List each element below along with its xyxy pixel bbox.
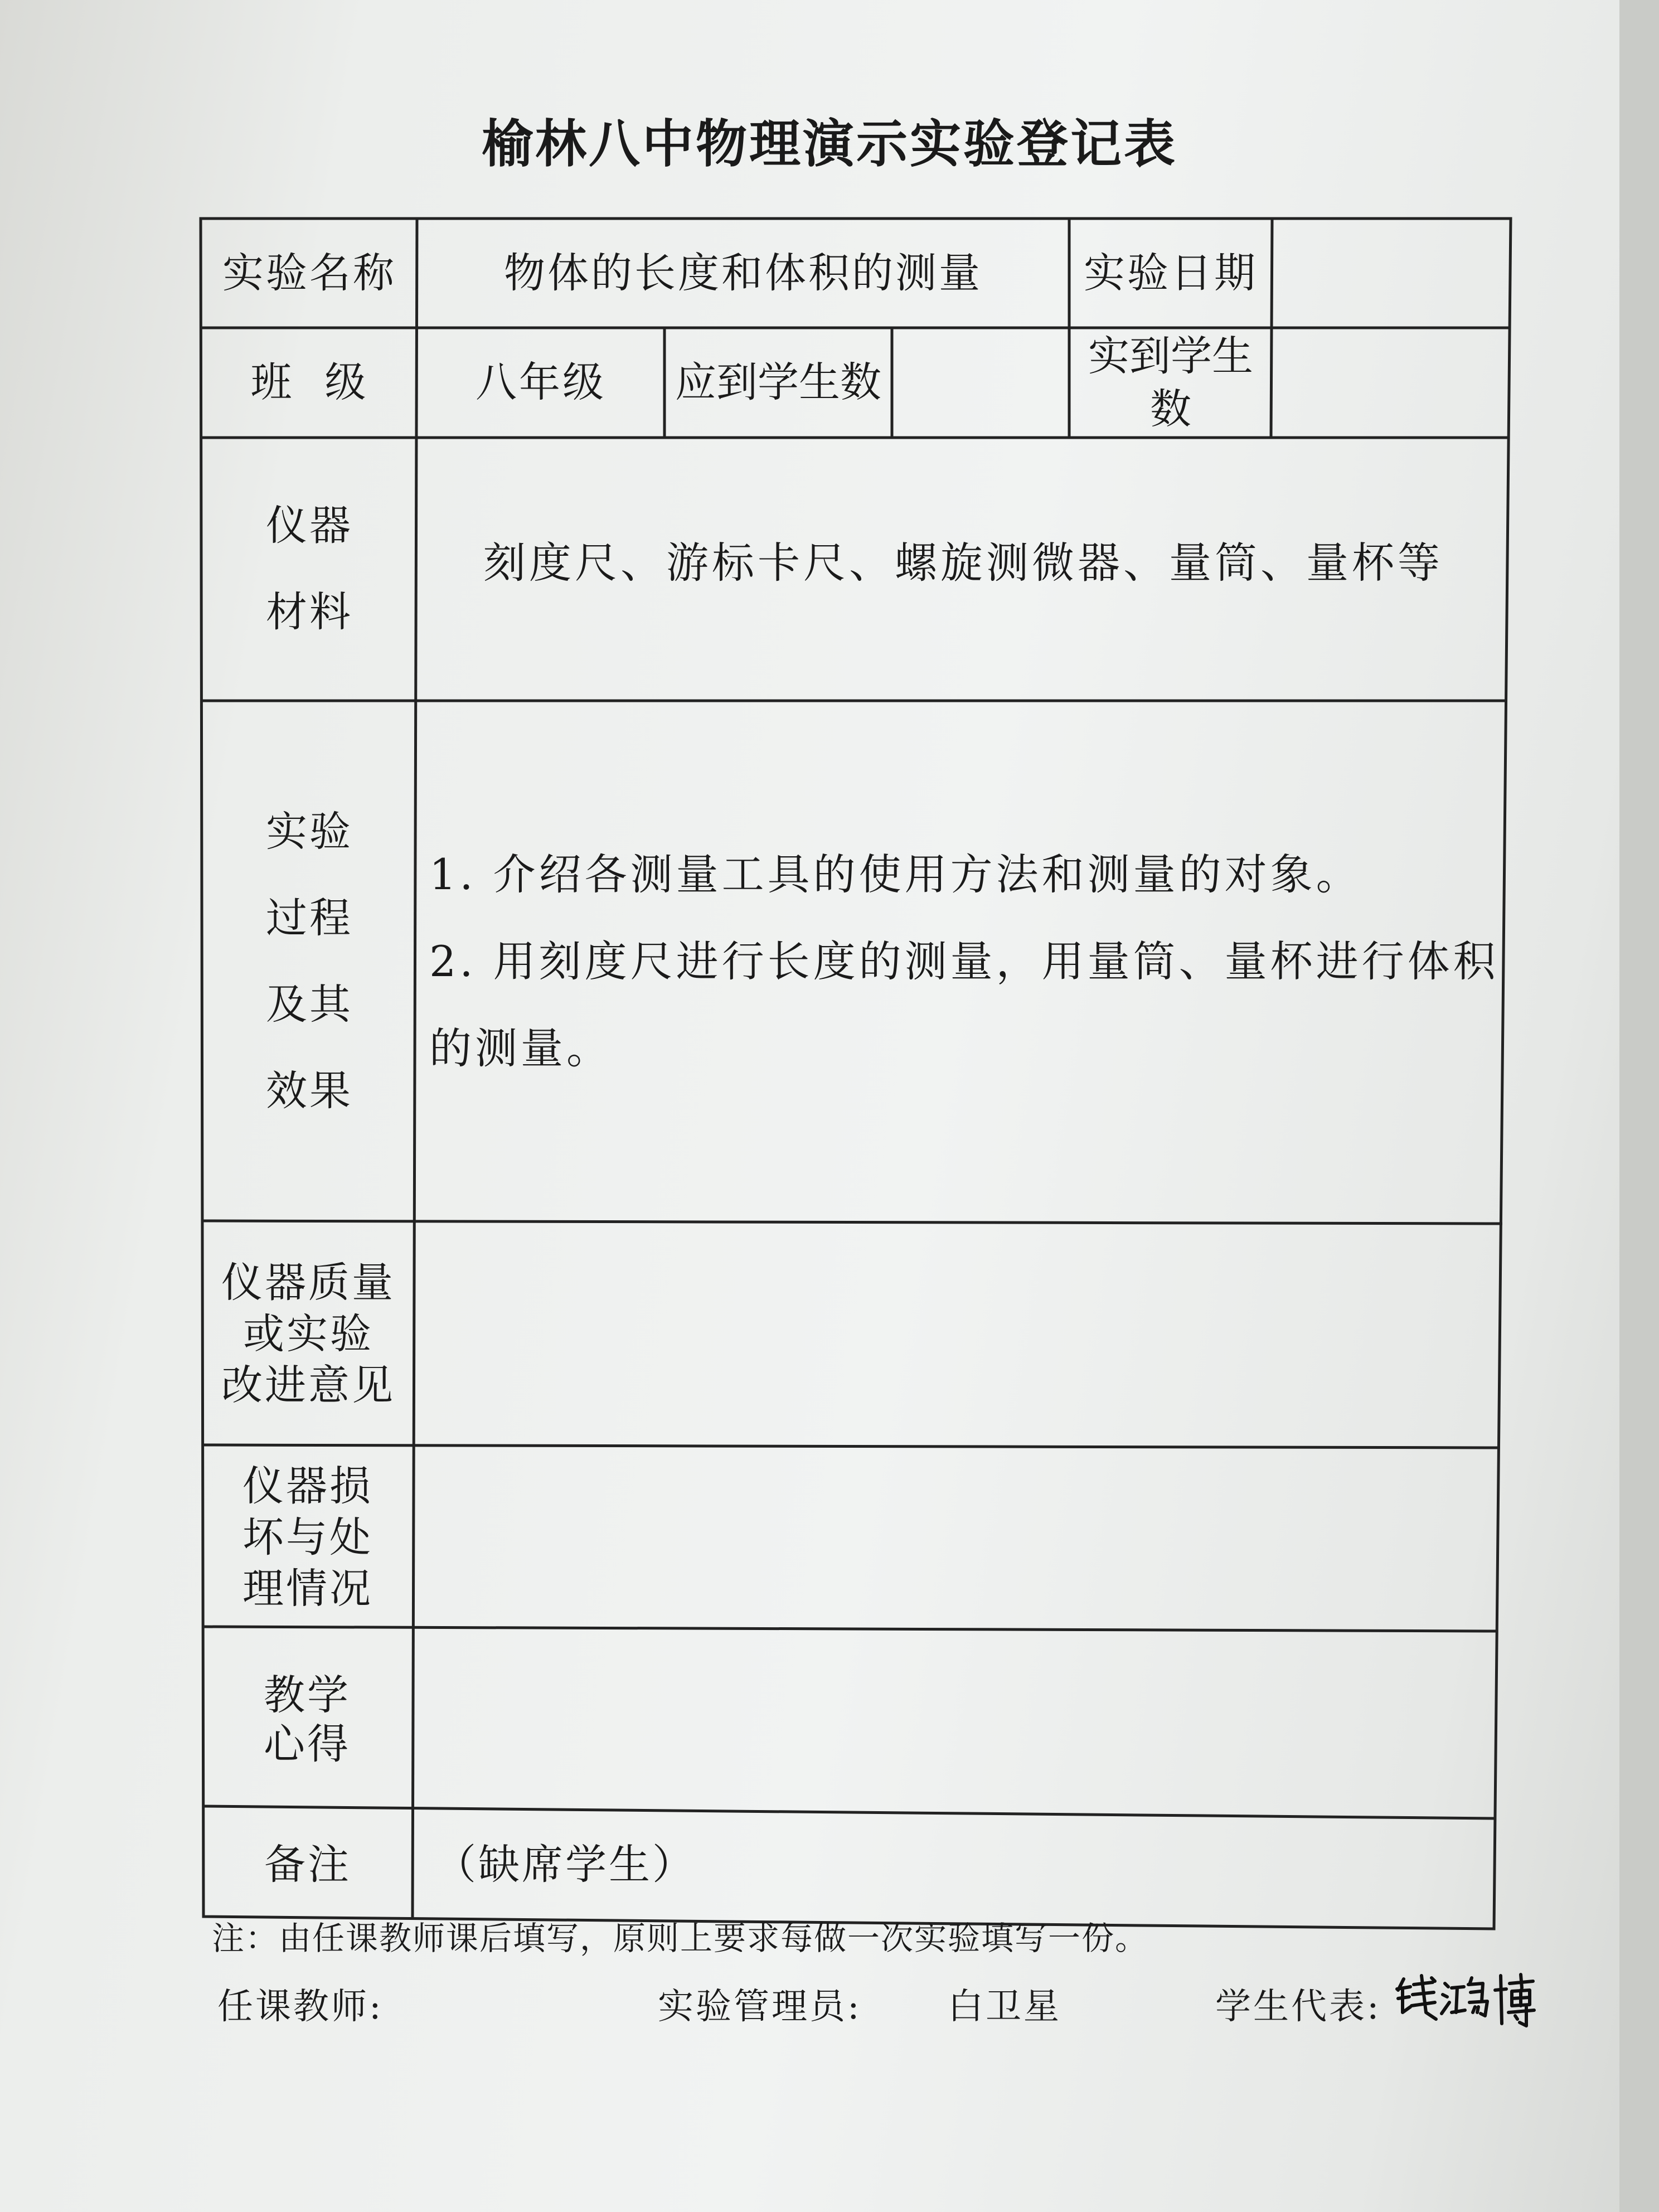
quality-label-line: 或实验 (243, 1310, 373, 1358)
teaching-label-line: 教学 (264, 1671, 351, 1719)
class-label: 班 级 (250, 358, 368, 407)
damage-label-line: 坏与处 (242, 1513, 373, 1561)
expected-students-value (892, 328, 1069, 438)
process-line: 1. 介绍各测量工具的使用方法和测量的对象。 (429, 849, 1362, 899)
lab-manager-name: 白卫星 (948, 1986, 1061, 2027)
process-label-line: 及其 (266, 980, 353, 1029)
quality-value (415, 1222, 1502, 1446)
teaching-label-line: 心得 (264, 1720, 351, 1768)
equipment-label (202, 438, 417, 701)
quality-label (202, 1222, 415, 1446)
lab-manager-label: 实验管理员: (658, 1986, 862, 2027)
student-signature (1394, 1968, 1539, 2029)
teaching-label (202, 1629, 413, 1810)
class-value: 八年级 (476, 358, 606, 407)
process-label-line: 过程 (266, 894, 353, 942)
equipment-label-line: 材料 (266, 588, 353, 636)
footer-note: 注：由任课教师课后填写，原则上要求每做一次实验填写一份。 (212, 1919, 1149, 1957)
actual-students-value (1272, 328, 1511, 438)
experiment-name-value: 物体的长度和体积的测量 (504, 249, 982, 297)
experiment-date-label: 实验日期 (1084, 249, 1258, 297)
student-rep-label: 学生代表: (1215, 1986, 1381, 2027)
expected-students-label: 应到学生数 (675, 358, 881, 407)
experiment-date-value (1272, 219, 1511, 328)
quality-label-line: 改进意见 (221, 1361, 395, 1409)
process-line: 2. 用刻度尺进行长度的测量，用量筒、量杯进行体积 (429, 936, 1499, 986)
damage-label-line: 理情况 (242, 1564, 373, 1613)
actual-students-label: 实到学生数 (1088, 332, 1253, 433)
equipment-label-line: 仪器 (266, 502, 353, 550)
quality-label-line: 仪器质量 (221, 1259, 395, 1307)
experiment-name-label: 实验名称 (222, 249, 396, 297)
process-line: 的测量。 (429, 1023, 612, 1073)
damage-value (414, 1447, 1498, 1628)
damage-label-line: 仪器损 (242, 1462, 373, 1510)
teaching-value (413, 1629, 1497, 1810)
remarks-label: 备注 (264, 1840, 351, 1889)
form-title: 榆林八中物理演示实验登记表 (481, 114, 1177, 174)
remarks-value: （缺席学生） (435, 1840, 696, 1889)
process-content (429, 701, 1505, 1222)
process-label (202, 701, 417, 1222)
process-label-line: 实验 (266, 807, 353, 856)
damage-label (202, 1447, 414, 1628)
process-label-line: 效果 (266, 1066, 353, 1115)
equipment-value: 刻度尺、游标卡尺、螺旋测微器、量筒、量杯等 (483, 538, 1443, 588)
teacher-label: 任课教师: (217, 1986, 384, 2027)
